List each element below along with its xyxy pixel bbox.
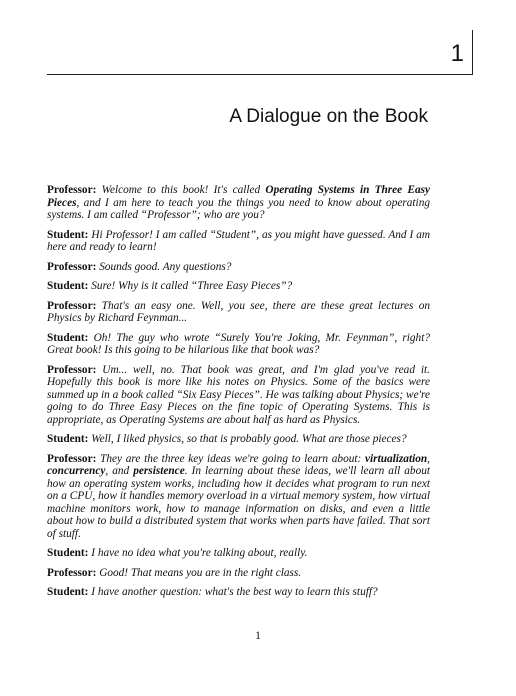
speech-fragment: Good! That means you are in the right class. — [99, 566, 302, 579]
chapter-number: 1 — [450, 40, 464, 67]
speech-fragment: Sounds good. Any questions? — [99, 260, 232, 273]
dialogue-body — [47, 184, 430, 606]
dialogue-turn — [47, 300, 430, 325]
speaker-label: Student: — [47, 228, 89, 241]
speech-text — [91, 280, 292, 292]
emphasized-term: Operating Systems in Three Easy Pieces — [47, 184, 431, 209]
speech-fragment: , and — [105, 465, 134, 477]
speech-fragment: I have no idea what you're talking about, really. — [91, 547, 308, 559]
speaker-label: Student: — [47, 280, 89, 292]
dialogue-turn — [47, 280, 430, 293]
dialogue-turn — [47, 433, 430, 446]
dialogue-turn — [47, 184, 430, 222]
speech-fragment: Hi Professor! I am called “Student”, as you might have guessed. And I am here and ready to learn! — [47, 228, 430, 253]
header-horizontal-rule — [47, 74, 473, 75]
speaker-label: Student: — [47, 433, 89, 445]
speech-text — [99, 567, 301, 579]
speaker-label: Professor: — [47, 566, 97, 579]
speech-fragment: Well, I liked physics, so that is probably good. What are those pieces? — [91, 433, 407, 445]
emphasized-term: virtualization — [365, 452, 428, 465]
speech-fragment: Sure! Why is it called “Three Easy Pieces”? — [91, 280, 293, 292]
speech-text — [47, 229, 430, 254]
emphasized-term: concurrency — [47, 465, 106, 477]
speech-fragment: That's an easy one. Well, you see, there are these great lectures on Physics by Richard Feynman... — [47, 299, 430, 324]
dialogue-turn — [47, 229, 430, 254]
speaker-label: Professor: — [47, 452, 97, 465]
speech-fragment: , — [427, 452, 430, 465]
speech-fragment: Welcome to this book! It's called — [101, 184, 266, 196]
speech-fragment: Oh! The guy who wrote “Surely You're Joking, Mr. Feynman”, right? Great book! Is this going to be hilarious like that book was? — [47, 331, 430, 356]
speech-text — [47, 332, 430, 357]
speaker-label: Professor: — [47, 299, 97, 312]
dialogue-turn — [47, 586, 430, 599]
page-number: 1 — [255, 630, 261, 642]
speaker-label: Student: — [47, 586, 89, 598]
speaker-label: Professor: — [47, 184, 97, 196]
header-vertical-rule — [472, 30, 473, 75]
speech-fragment: They are the three key ideas we're going to learn about: — [100, 452, 366, 465]
speech-text — [99, 261, 231, 273]
speech-text — [91, 433, 406, 445]
speech-fragment: . In learning about these ideas, we'll learn all about how an operating system works, including how it decides what program to run next on a CPU, how it handles memory overload in a virtual memory system, how virtual machine monitors work, how to manage information on disks, and even a little about how to build a distributed system that works when parts have failed. That sort of stuff. — [47, 465, 431, 540]
dialogue-turn — [47, 567, 430, 580]
dialogue-turn — [47, 547, 430, 560]
speech-text — [47, 300, 430, 325]
speaker-label: Student: — [47, 331, 89, 344]
speech-text — [47, 364, 430, 426]
speaker-label: Professor: — [47, 260, 97, 273]
dialogue-turn — [47, 261, 430, 274]
speaker-label: Professor: — [47, 363, 97, 376]
speech-text — [47, 453, 430, 540]
emphasized-term: persistence — [133, 465, 185, 477]
speech-fragment: I have another question: what's the best way to learn this stuff? — [91, 586, 378, 598]
dialogue-turn — [47, 332, 430, 357]
speech-text — [91, 586, 377, 598]
dialogue-turn — [47, 453, 430, 541]
speech-fragment: Um... well, no. That book was great, and I'm glad you've read it. Hopefully this book is more like his notes on Physics. Some of the basics were summed up in a book called “Six Easy Pieces”. He was talking about Physics; we're going to do Three Easy Pieces on the fine topic of Operating Systems. This is appropriate, as Operating Systems are about half as hard as Physics. — [47, 363, 430, 426]
speaker-label: Student: — [47, 547, 89, 559]
speech-text — [91, 547, 307, 559]
dialogue-turn — [47, 364, 430, 427]
chapter-title: A Dialogue on the Book — [229, 106, 428, 127]
speech-fragment: , and I am here to teach you the things you need to know about operating systems. I am called “Professor”; who are you? — [47, 196, 430, 221]
speech-text — [47, 184, 430, 221]
